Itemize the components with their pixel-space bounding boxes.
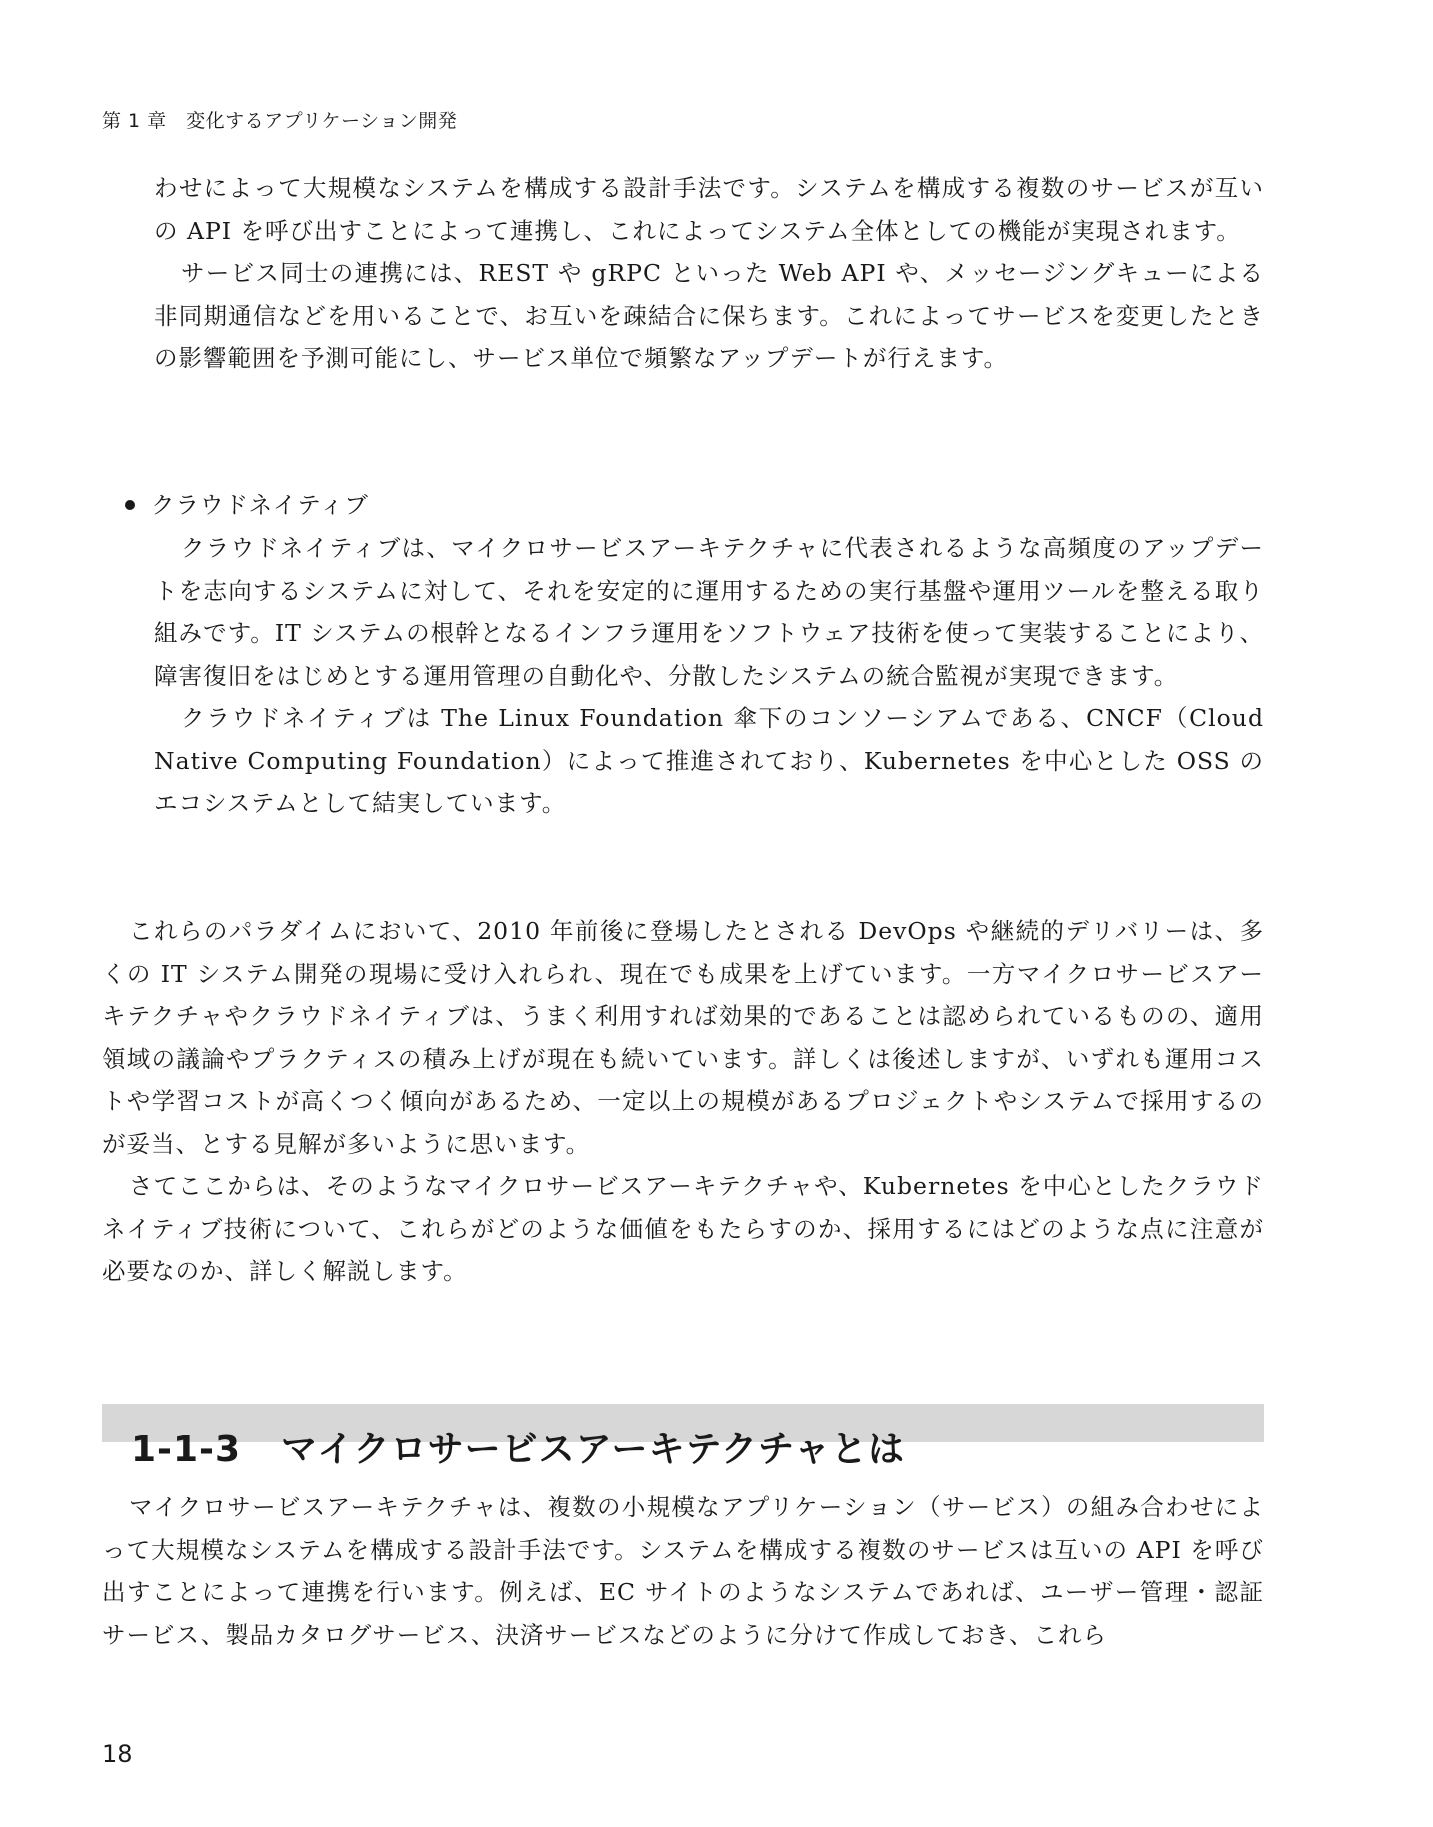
bullet-paragraph-1: クラウドネイティブは、マイクロサービスアーキテクチャに代表されるような高頻度のアップデートを志向するシステムに対して、それを安定的に運用するための実行基盤や運用ツールを整える取り組みです。IT システムの根幹となるインフラ運用をソフトウェア技術を使って実装することにより、障害復旧をはじめとする運用管理の自動化や、分散したシステムの統合監視が実現できます。 [154, 534, 1264, 690]
intro-text-block [154, 167, 1264, 380]
bullet-text-block [154, 527, 1264, 825]
bullet-dot-icon [125, 500, 135, 510]
section-number: 1-1-3 [131, 1429, 242, 1470]
section-text-block [102, 1486, 1264, 1656]
intro-paragraph-1: わせによって大規模なシステムを構成する設計手法です。システムを構成する複数のサービスが互いの API を呼び出すことによって連携し、これによってシステム全体としての機能が実現されます。 [154, 174, 1264, 245]
body-text-block [102, 910, 1264, 1293]
section-title: マイクロサービスアーキテクチャとは [281, 1429, 905, 1470]
section-heading [131, 1421, 905, 1472]
bullet-item-cloud-native [125, 484, 369, 527]
running-head: 第 1 章 変化するアプリケーション開発 [102, 110, 458, 132]
intro-paragraph-2: サービス同士の連携には、REST や gRPC といった Web API や、メッセージングキューによる非同期通信などを用いることで、お互いを疎結合に保ちます。これによってサービスを変更したときの影響範囲を予測可能にし、サービス単位で頻繁なアップデートが行えます。 [154, 259, 1264, 372]
section-paragraph-1: マイクロサービスアーキテクチャは、複数の小規模なアプリケーション（サービス）の組み合わせによって大規模なシステムを構成する設計手法です。システムを構成する複数のサービスは互いの API を呼び出すことによって連携を行います。例えば、EC サイトのようなシステムであれば、ユーザー管理・認証サービス、製品カタログサービス、決済サービスなどのように分けて作成しておき、これら [102, 1493, 1264, 1649]
bullet-title: クラウドネイティブ [151, 491, 369, 519]
bullet-paragraph-2: クラウドネイティブは The Linux Foundation 傘下のコンソーシアムである、CNCF（Cloud Native Computing Foundation）によって推進されており、Kubernetes を中心とした OSS のエコシステムとして結実しています。 [154, 704, 1264, 817]
page-number: 18 [102, 1740, 133, 1768]
body-paragraph-1: これらのパラダイムにおいて、2010 年前後に登場したとされる DevOps や継続的デリバリーは、多くの IT システム開発の現場に受け入れられ、現在でも成果を上げています。一方マイクロサービスアーキテクチャやクラウドネイティブは、うまく利用すれば効果的であることは認められているものの、適用領域の議論やプラクティスの積み上げが現在も続いています。詳しくは後述しますが、いずれも運用コストや学習コストが高くつく傾向があるため、一定以上の規模があるプロジェクトやシステムで採用するのが妥当、とする見解が多いように思います。 [102, 917, 1264, 1158]
body-paragraph-2: さてここからは、そのようなマイクロサービスアーキテクチャや、Kubernetes を中心としたクラウドネイティブ技術について、これらがどのような価値をもたらすのか、採用するにはどのような点に注意が必要なのか、詳しく解説します。 [102, 1172, 1264, 1285]
